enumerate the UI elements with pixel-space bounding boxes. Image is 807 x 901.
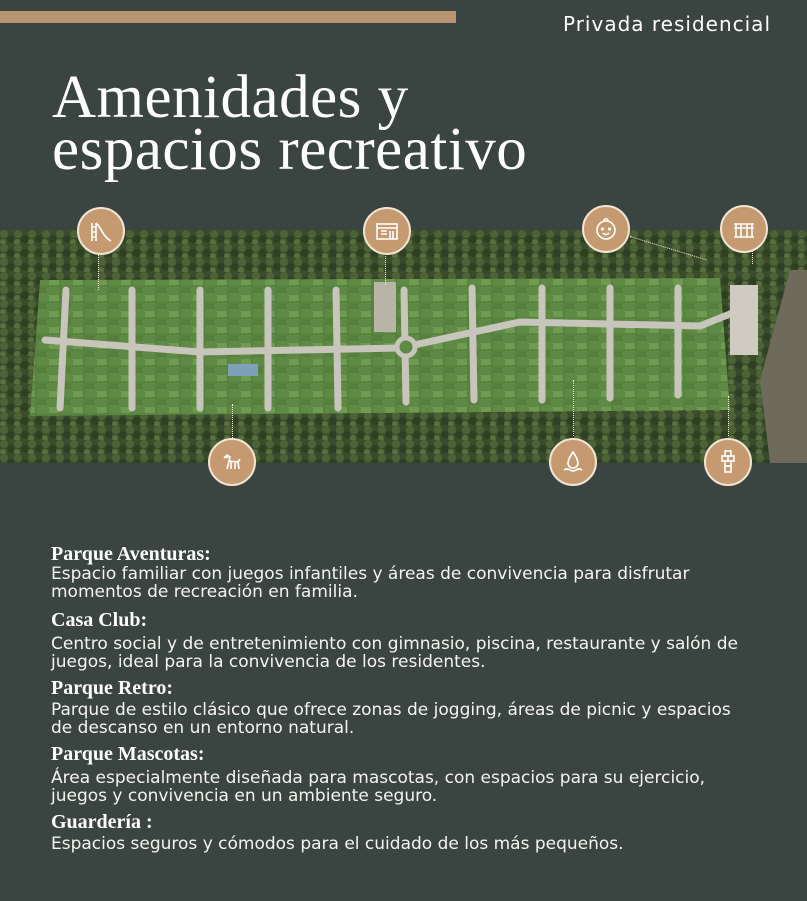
slide-icon (77, 207, 125, 255)
site-plan-illustration (0, 230, 807, 463)
amenity-description: Espacios seguros y cómodos para el cuidado de los más pequeños. (51, 834, 624, 854)
brand-label: Privada residencial (563, 12, 771, 36)
amenity-name: Casa Club: (51, 609, 148, 631)
amenity-parque-aventuras (51, 543, 771, 601)
amenity-casa-club (51, 609, 771, 671)
amenity-description: Parque de estilo clásico que ofrece zonas de jogging, áreas de picnic y espacios de descanso en un entorno natural. (51, 700, 731, 738)
amenity-description: Área especialmente diseñada para mascotas, con espacios para su ejercicio, juegos y convivencia en un ambiente seguro. (51, 768, 706, 806)
amenity-name: Guardería : (51, 811, 153, 833)
accent-bar (0, 11, 456, 23)
leader-line (752, 250, 753, 264)
leader-line (385, 250, 386, 285)
leader-line (232, 404, 233, 438)
pavilion-icon (720, 205, 768, 253)
amenity-parque-mascotas (51, 743, 771, 805)
hopscotch-icon (704, 438, 752, 486)
water-drop-icon (549, 438, 597, 486)
aerial-site-plan (0, 230, 807, 463)
amenity-description: Espacio familiar con juegos infantiles y áreas de convivencia para disfrutar momentos de recreación en familia. (51, 564, 690, 602)
leader-line (98, 250, 99, 290)
title-line-1: Amenidades y (52, 64, 409, 131)
amenity-parque-retro (51, 677, 771, 737)
clubhouse-icon (363, 207, 411, 255)
amenity-name: Parque Aventuras: (51, 543, 211, 565)
baby-face-icon (582, 205, 630, 253)
leader-line (728, 396, 729, 436)
title-line-2: espacios recreativo (52, 116, 528, 183)
page-title (52, 64, 528, 183)
dog-icon (208, 438, 256, 486)
leader-line (573, 380, 574, 436)
amenity-name: Parque Retro: (51, 677, 174, 699)
amenity-description: Centro social y de entretenimiento con gimnasio, piscina, restaurante y salón de juegos, ideal para la convivencia de los residentes. (51, 634, 738, 672)
amenity-guarderia (51, 811, 771, 853)
amenity-list (51, 543, 771, 853)
amenity-name: Parque Mascotas: (51, 743, 205, 765)
